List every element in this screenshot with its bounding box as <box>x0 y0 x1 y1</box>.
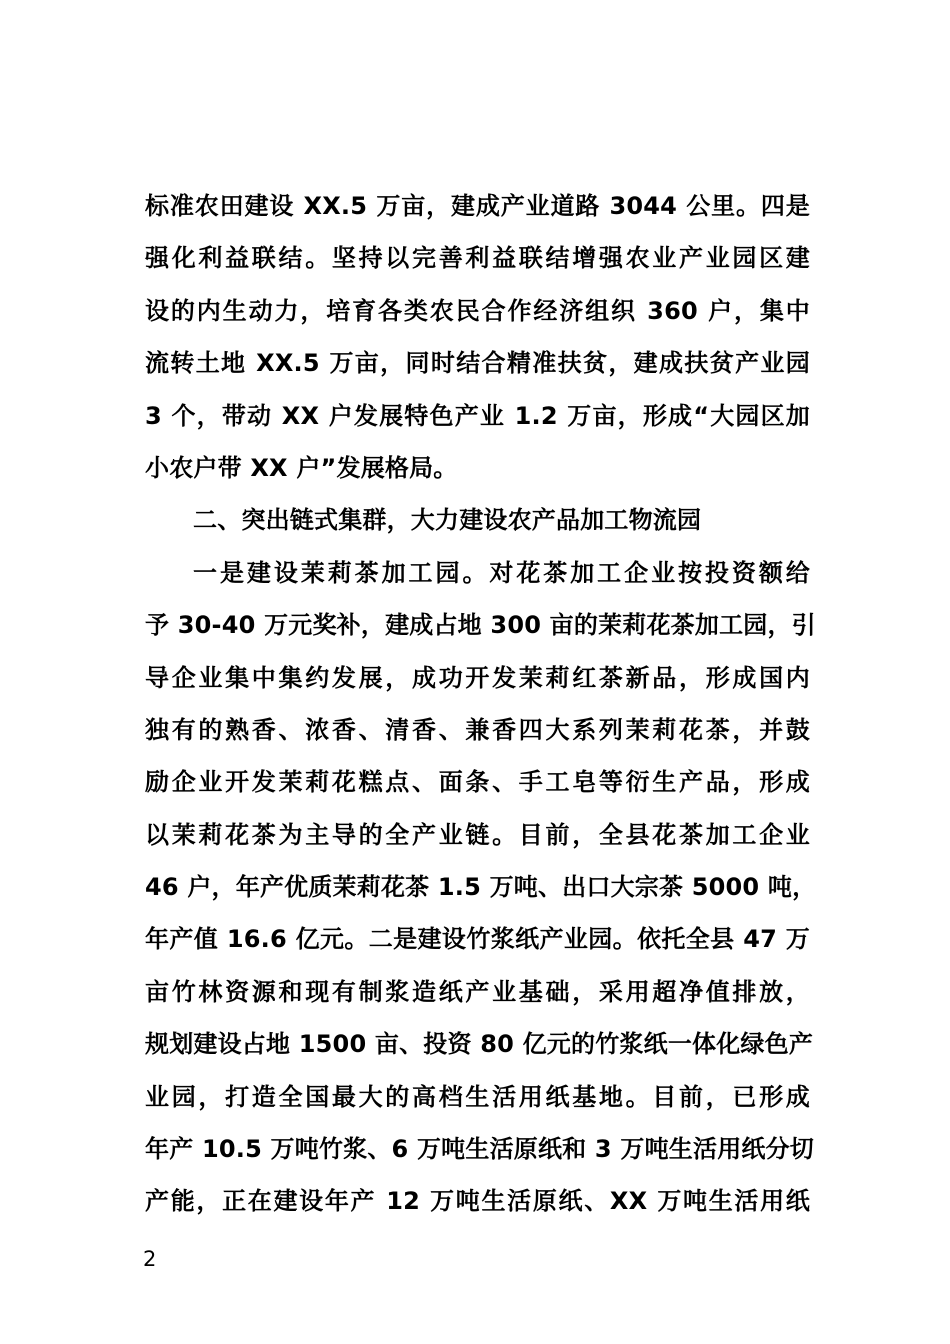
text-line: 流转土地 XX.5 万亩，同时结合精准扶贫，建成扶贫产业园 <box>145 349 810 378</box>
text-line: 46 户，年产优质茉莉花茶 1.5 万吨、出口大宗茶 5000 吨， <box>145 873 817 902</box>
text-line: 3 个，带动 XX 户发展特色产业 1.2 万亩，形成“大园区加 <box>145 401 810 430</box>
text-line: 小农户带 XX 户”发展格局。 <box>145 453 458 482</box>
page-number: 2 <box>143 1247 157 1271</box>
text-line: 一是建设茉莉茶加工园。对花茶加工企业按投资额给 <box>193 558 810 587</box>
text-line: 年产 10.5 万吨竹浆、6 万吨生活原纸和 3 万吨生活用纸分切 <box>145 1135 814 1164</box>
text-line: 标准农田建设 XX.5 万亩，建成产业道路 3044 公里。四是 <box>145 192 810 220</box>
text-line: 励企业开发茉莉花糕点、面条、手工皂等衍生产品，形成 <box>145 768 810 797</box>
text-line: 设的内生动力，培育各类农民合作经济组织 360 户，集中 <box>145 296 810 325</box>
text-line: 导企业集中集约发展，成功开发茉莉红茶新品，形成国内 <box>145 663 810 692</box>
text-line: 产能，正在建设年产 12 万吨生活原纸、XX 万吨生活用纸 <box>145 1187 810 1216</box>
text-line: 独有的熟香、浓香、清香、兼香四大系列茉莉花茶，并鼓 <box>145 715 810 744</box>
text-line: 以茉莉花茶为主导的全产业链。目前，全县花茶加工企业 <box>145 820 810 849</box>
text-line: 予 30-40 万元奖补，建成占地 300 亩的茉莉花茶加工园，引 <box>145 611 816 640</box>
body-text <box>145 180 817 1228</box>
text-line: 亩竹林资源和现有制浆造纸产业基础，采用超净值排放， <box>145 977 810 1006</box>
text-line: 年产值 16.6 亿元。二是建设竹浆纸产业园。依托全县 47 万 <box>145 925 810 954</box>
text-line: 规划建设占地 1500 亩、投资 80 亿元的竹浆纸一体化绿色产 <box>145 1030 814 1059</box>
section-heading: 二、突出链式集群，大力建设农产品加工物流园 <box>193 506 702 535</box>
text-line: 业园，打造全国最大的高档生活用纸基地。目前，已形成 <box>145 1082 810 1111</box>
text-line: 强化利益联结。坚持以完善利益联结增强农业产业园区建 <box>145 244 810 273</box>
